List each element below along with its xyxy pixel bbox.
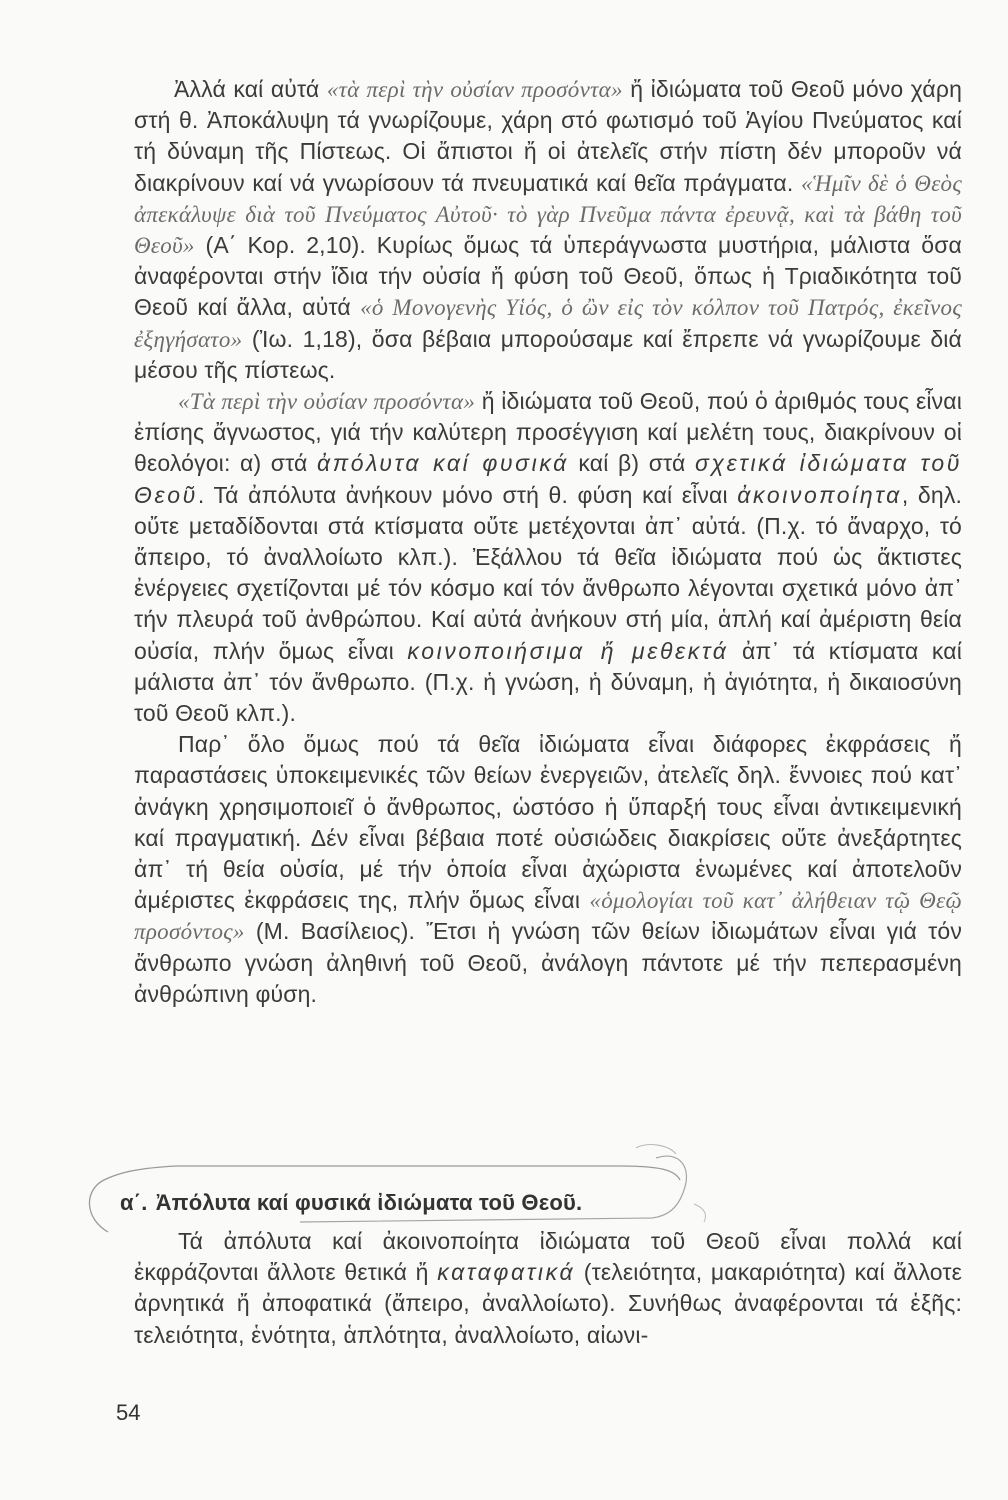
text-run: , δηλ. οὔτε μεταδίδονται στά κτίσματα οὔτε μετέχονται ἀπ᾽ αὐτά. (Π.χ. τό ἄναρχο, τό ἄπειρο, τό ἀναλλοίωτο κλπ.). Ἐξάλλου τά θεῖα ἰδιώματα πού ὡς ἄκτιστες ἐνέργειες σχετίζονται μέ τόν κόσμο καί τόν ἄνθρωπο λέγονται σχετικά μόνο ἀπ᾽ τήν πλευρά τοῦ ἀνθρώπου. Καί αὐτά ἀνήκουν στή μία, ἁπλή καί ἀμέριστη θεία οὐσία, πλήν ὅμως εἶναι <box>134 481 963 664</box>
text-run: καί β) στά <box>568 450 695 477</box>
emphasized-term: κοινοποιήσιμα ἤ μεθεκτά <box>407 637 729 664</box>
emphasized-term: ἀπόλυτα καί φυσικά <box>317 450 569 477</box>
quotation: «Τὰ περὶ τὴν οὐσίαν προσόντα» <box>178 389 476 415</box>
quotation: «τὰ περὶ τὴν οὐσίαν προσόντα» <box>326 77 623 102</box>
text-run: Ἀλλά καί αὐτά <box>174 76 327 102</box>
paragraph <box>134 74 962 386</box>
page-number: 54 <box>116 1400 141 1425</box>
text-run: ἀπ᾽ τά κτίσματα καί μάλιστα ἀπ᾽ τόν ἄνθρωπο. (Π.χ. ἡ γνώση, ἡ δύναμη, ἡ ἁγιότητα, ἡ δικαιοσύνη τοῦ Θεοῦ κλπ.). <box>134 637 962 727</box>
quotation: «Ἡμῖν δὲ ὁ Θεὸς ἀπεκάλυψε διὰ τοῦ Πνεύματος Αὐτοῦ· τὸ γὰρ Πνεῦμα πάντα ἐρευνᾷ, καὶ τὰ βάθη τοῦ Θεοῦ» <box>134 170 962 259</box>
text-run: (Μ. Βασίλειος). Ἔτσι ἡ γνώση τῶν θείων ἰδιωμάτων εἶναι γιά τόν ἄνθρωπο γνώση ἀληθινή τοῦ Θεοῦ, ἀνάλογη πάντοτε μέ τήν πεπερασμένη ἀνθρώπινη φύση. <box>134 918 962 1007</box>
section-heading-number: α΄. <box>120 1190 148 1215</box>
emphasized-term: σχετικά ἰδιώματα τοῦ Θεοῦ <box>134 450 962 508</box>
text-run: ἤ ἰδιώματα τοῦ Θεοῦ, πού ὁ ἀριθμός τους εἶναι ἐπίσης ἄγνωστος, γιά τήν καλύτερη προσέγγιση καί μελέτη τους, διακρίνουν οἱ θεολόγοι: α) στά <box>134 388 962 477</box>
section-heading-title: Ἀπόλυτα καί φυσικά ἰδιώματα τοῦ Θεοῦ. <box>155 1190 583 1215</box>
text-run: Τά ἀπόλυτα καί ἀκοινοποίητα ἰδιώματα τοῦ Θεοῦ εἶναι πολλά καί ἐκφράζονται ἄλλοτε θετικά ἤ <box>134 1228 962 1286</box>
text-run: ἤ ἰδιώματα τοῦ Θεοῦ μόνο χάρη στή θ. Ἀποκάλυψη τά γνωρίζουμε, χάρη στό φωτισμό τοῦ Ἁγίου Πνεύματος καί τή δύναμη τῆς Πίστεως. Οἱ ἄπιστοι ἤ οἱ ἀτελεῖς στήν πίστη δέν μποροῦν νά διακρίνουν καί νά γνωρίσουν τά πνευματικά καί θεῖα πράγματα. <box>134 76 963 196</box>
quotation: «ὁμολογίαι τοῦ κατ᾽ ἀλήθειαν τῷ Θεῷ προσόντος» <box>134 888 962 945</box>
text-run: (Ἰω. 1,18), ὅσα βέβαια μπορούσαμε καί ἔπρεπε νά γνωρίζουμε διά μέσου τῆς πίστεως. <box>134 325 962 383</box>
emphasized-term: ἀκοινοποίητα <box>737 481 902 508</box>
text-run: (τελειότητα, μακαριότητα) καί ἄλλοτε ἀρνητικά ἤ ἀποφατικά (ἄπειρο, ἀναλλοίωτο). Συνήθως ἀναφέρονται τά ἑξῆς: τελειότητα, ἑνότητα, ἁπλότητα, ἀναλλοίωτο, αἰωνι- <box>134 1259 962 1348</box>
paragraph <box>134 386 962 729</box>
text-block-before-heading <box>134 74 962 1010</box>
text-run: . Τά ἀπόλυτα ἀνήκουν μόνο στή θ. φύση καί εἶναι <box>197 481 738 508</box>
emphasized-term: καταφατικά <box>437 1259 576 1286</box>
text-run: Παρ᾽ ὅλο ὅμως πού τά θεῖα ἰδιώματα εἶναι διάφορες ἐκφράσεις ἤ παραστάσεις ὑποκειμενικές τῶν θείων ἐνεργειῶν, ἀτελεῖς δηλ. ἔννοιες πού κατ᾽ ἀνάγκη χρησιμοποιεῖ ὁ ἄνθρωπος, ὡστόσο ἡ ὕπαρξή τους εἶναι ἀντικειμενική καί πραγματική. Δέν εἶναι βέβαια ποτέ οὐσιώδεις διακρίσεις οὔτε ἀνεξάρτητες ἀπ᾽ τή θεία οὐσία, μέ τήν ὁποία εἶναι ἀχώριστα ἑνωμένες καί ἀποτελοῦν ἀμέριστες ἐκφράσεις της, πλήν ὅμως εἶναι <box>134 731 962 914</box>
section-heading <box>120 1190 582 1216</box>
quotation: «ὁ Μονογενὴς Υἱός, ὁ ὢν εἰς τὸν κόλπον τοῦ Πατρός, ἐκεῖνος ἐξηγήσατο» <box>134 295 962 352</box>
paragraph <box>134 729 962 1010</box>
paragraph <box>134 1226 962 1351</box>
text-run: (Α΄ Κορ. 2,10). Κυρίως ὅμως τά ὑπεράγνωστα μυστήρια, μάλιστα ὅσα ἀναφέρονται στήν ἴδια τήν οὐσία ἤ φύση τοῦ Θεοῦ, ὅπως ἡ Τριαδικότητα τοῦ Θεοῦ καί ἄλλα, αὐτά <box>134 232 962 321</box>
text-block-after-heading <box>134 1226 962 1351</box>
